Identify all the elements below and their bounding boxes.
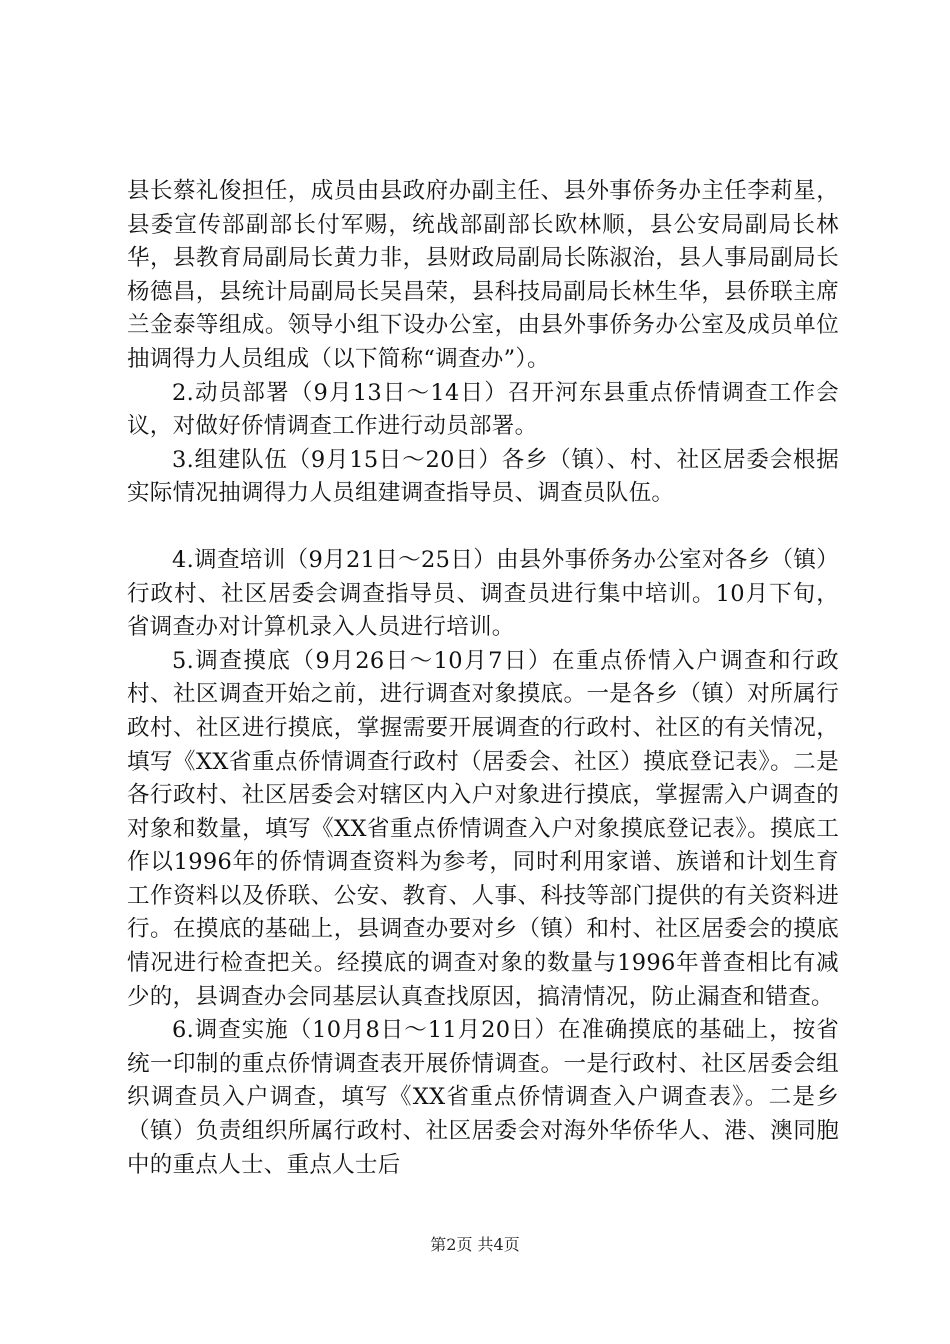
paragraph-survey-implementation: 6.调查实施（10月8日～11月20日）在准确摸底的基础上，按省统一印制的重点侨情调查表开展侨情调查。一是行政村、社区居委会组织调查员入户调查，填写《XX省重点侨情调查入户调查表》。二是乡（镇）负责组织所属行政村、社区居委会对海外华侨华人、港、澳同胞中的重点人士、重点人士后 <box>127 1017 839 1178</box>
document-body <box>127 175 839 1182</box>
paragraph-survey-baseline: 5.调查摸底（9月26日～10月7日）在重点侨情入户调查和行政村、社区调查开始之前，进行调查对象摸底。一是各乡（镇）对所属行政村、社区进行摸底，掌握需要开展调查的行政村、社区的有关情况，填写《XX省重点侨情调查行政村（居委会、社区）摸底登记表》。二是各行政村、社区居委会对辖区内入户对象进行摸底，掌握需入户调查的对象和数量，填写《XX省重点侨情调查入户对象摸底登记表》。摸底工作以1996年的侨情调查资料为参考，同时利用家谱、族谱和计划生育工作资料以及侨联、公安、教育、人事、科技等部门提供的有关资料进行。在摸底的基础上，县调查办要对乡（镇）和村、社区居委会的摸底情况进行检查把关。经摸底的调查对象的数量与1996年普查相比有减少的，县调查办会同基层认真查找原因，搞清情况，防止漏查和错查。 <box>127 647 839 1010</box>
paragraph-mobilization: 2.动员部署（9月13日～14日）召开河东县重点侨情调查工作会议，对做好侨情调查工作进行动员部署。 <box>127 379 839 440</box>
paragraph-leading-committee: 县长蔡礼俊担任，成员由县政府办副主任、县外事侨务办主任李莉星，县委宣传部副部长付军赐，统战部副部长欧林顺，县公安局副局长林华，县教育局副局长黄力非，县财政局副局长陈淑治，县人事局副局长杨德昌，县统计局副局长吴昌荣，县科技局副局长林生华，县侨联主席兰金泰等组成。领导小组下设办公室，由县外事侨务办公室及成员单位抽调得力人员组成（以下简称“调查办”）。 <box>127 178 839 372</box>
paragraph-spacer <box>127 511 839 544</box>
paragraph-training: 4.调查培训（9月21日～25日）由县外事侨务办公室对各乡（镇）行政村、社区居委会调查指导员、调查员进行集中培训。10月下旬，省调查办对计算机录入人员进行培训。 <box>127 546 839 641</box>
paragraph-team-building: 3.组建队伍（9月15日～20日）各乡（镇）、村、社区居委会根据实际情况抽调得力人员组建调查指导员、调查员队伍。 <box>127 446 839 507</box>
page-number-footer: 第2页 共4页 <box>430 1235 520 1254</box>
